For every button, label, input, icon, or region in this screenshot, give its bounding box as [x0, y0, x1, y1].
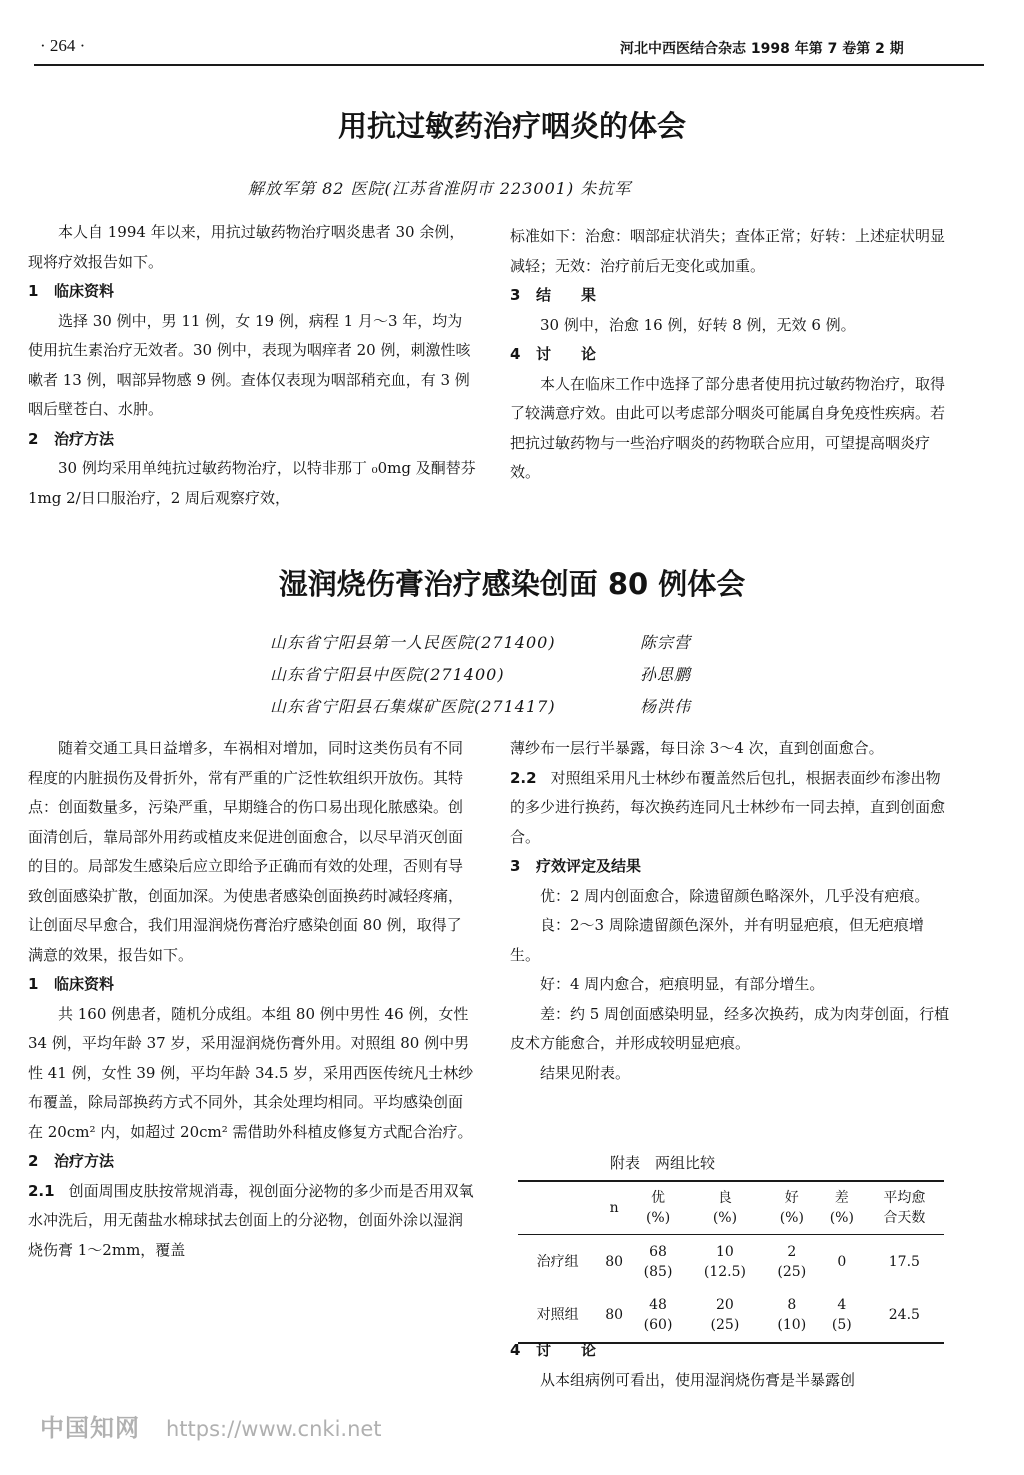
- subsection-paragraph: [28, 1177, 476, 1266]
- article2-left-column: [28, 734, 476, 1265]
- discussion-heading: [510, 1336, 950, 1366]
- cell-line: (85): [643, 1263, 673, 1280]
- paragraph: 本人在临床工作中选择了部分患者使用抗过敏药物治疗，取得了较满意疗效。由此可以考虑部分咽炎可能属自身免疫性疾病。若把抗过敏药物与一些治疗咽炎的药物联合应用，可望提高咽炎疗效。: [510, 374, 946, 481]
- cell-line: 4: [837, 1297, 847, 1313]
- table-cell: [597, 1289, 631, 1343]
- table-cell: [865, 1235, 944, 1289]
- section-number: 2: [28, 429, 39, 448]
- article1-left-column: [28, 218, 476, 513]
- section-heading: [28, 970, 476, 1000]
- header-line: 平均愈: [883, 1190, 926, 1206]
- article2-right-column: [510, 734, 950, 1088]
- cell-line: (25): [777, 1263, 807, 1280]
- section-number: 2: [28, 1152, 39, 1170]
- cnki-url: https://www.cnki.net: [166, 1417, 382, 1441]
- table-header-cell: [765, 1181, 819, 1235]
- cell-line: 17.5: [888, 1253, 920, 1270]
- section-heading: [510, 340, 950, 370]
- table-cell: [865, 1289, 944, 1343]
- paragraph: 标准如下：治愈：咽部症状消失；查体正常；好转：上述症状明显减轻；无效：治疗前后无变化或加重。: [510, 227, 946, 275]
- article1-title: 用抗过敏药治疗咽炎的体会: [337, 109, 686, 143]
- cell-line: 80: [605, 1253, 624, 1270]
- paragraph: 差：约 5 周创面感染明显，经多次换药，成为肉芽创面，行植皮术方能愈合，并形成较明显疤痕。: [510, 1004, 950, 1052]
- cell-line: 20: [716, 1297, 734, 1313]
- table-cell: [631, 1235, 685, 1289]
- paragraph: 薄纱布一层行半暴露，每日涂 3～4 次，直到创面愈合。: [510, 739, 884, 757]
- paragraph: 优：2 周内创面愈合，除遗留颜色略深外，几乎没有疤痕。: [540, 886, 930, 905]
- cell-line: (10): [777, 1317, 807, 1333]
- section-number: 4: [510, 345, 521, 363]
- table-row: [518, 1235, 944, 1289]
- section-title: 讨 论: [536, 1341, 597, 1359]
- cnki-logo: 中国知网: [40, 1414, 140, 1442]
- section-title: 结 果: [536, 286, 597, 304]
- table-cell: [819, 1235, 865, 1289]
- section-number: 4: [510, 1341, 521, 1359]
- author-name: 杨洪伟: [640, 697, 692, 716]
- comparison-table: [518, 1180, 944, 1344]
- paragraph: 共 160 例患者，随机分成组。本组 80 例中男性 46 例，女性 34 例，平均年龄 37 岁，采用湿润烧伤膏外用。对照组 80 例中男性 41 例，女性 39 例，平均年龄 34.5 岁，采用西医传统凡士林纱布覆盖，除局部换药方式不同外，其余处理均相同。平均感染创面在 20cm² 内，如超过 20cm² 需借助外科植皮修复方式配合治疗。: [28, 1004, 474, 1141]
- author-affiliation: 山东省宁阳县第一人民医院(271400): [270, 633, 556, 652]
- table-cell: [765, 1289, 819, 1343]
- journal-header: 河北中西医结合杂志 1998 年第 7 卷第 2 期: [620, 41, 904, 57]
- table-caption: 附表 两组比较: [610, 1154, 716, 1172]
- section-number: 1: [28, 975, 39, 993]
- cell-line: 68: [649, 1243, 667, 1260]
- section-title: 临床资料: [54, 282, 115, 300]
- table-cell: [819, 1289, 865, 1343]
- cell-line: 对照组: [536, 1307, 579, 1323]
- paragraph-text: 创面周围皮肤按常规消毒，视创面分泌物的多少而是否用双氧水冲洗后，用无菌盐水棉球拭去创面上的分泌物，创面外涂以湿润烧伤膏 1～2mm，覆盖: [28, 1181, 474, 1259]
- author-name: 陈宗营: [640, 633, 692, 652]
- table-body: [518, 1235, 944, 1343]
- cnki-watermark: [40, 1408, 382, 1443]
- table-row: [518, 1289, 944, 1343]
- paragraph: 好：4 周内愈合，疤痕明显，有部分增生。: [540, 975, 825, 993]
- header-line: (%): [779, 1210, 804, 1226]
- section-heading: [28, 425, 476, 455]
- header-line: (%): [829, 1210, 854, 1226]
- section-number: 3: [510, 286, 521, 304]
- article2-title: 湿润烧伤膏治疗感染创面 80 例体会: [278, 567, 746, 601]
- header-line: (%): [712, 1210, 738, 1226]
- table-cell: [597, 1235, 631, 1289]
- subsection-number: 2.1: [28, 1181, 55, 1200]
- cell-line: 80: [605, 1307, 624, 1323]
- section-title: 治疗方法: [54, 429, 115, 448]
- discussion-paragraph: 从本组病例可看出，使用湿润烧伤膏是半暴露创: [540, 1371, 856, 1389]
- header-line: 合天数: [883, 1210, 926, 1226]
- article1-right-column: [510, 222, 950, 488]
- paragraph: 随着交通工具日益增多，车祸相对增加，同时这类伤员有不同程度的内脏损伤及骨折外，常有严重的广泛性软组织开放伤。其特点：创面数量多，污染严重，早期缝合的伤口易出现化脓感染。创面清创后，靠局部外用药或植皮来促进创面愈合，以尽早消灭创面的目的。局部发生感染后应立即给予正确而有效的处理，否则有导致创面感染扩散，创面加深。为使患者感染创面换药时减轻疼痛，让创面尽早愈合，我们用湿润烧伤膏治疗感染创面 80 例，取得了满意的效果，报告如下。: [28, 739, 464, 964]
- table-cell: [685, 1235, 764, 1289]
- cell-line: 48: [649, 1297, 667, 1313]
- page-number: · 264 ·: [40, 36, 86, 55]
- cell-line: (60): [643, 1317, 673, 1333]
- table-header-cell: [631, 1181, 685, 1235]
- subsection-number: 2.2: [510, 768, 537, 787]
- header-line: 好: [784, 1190, 799, 1206]
- section-heading: [510, 852, 950, 882]
- table-cell: [631, 1289, 685, 1343]
- paragraph: 30 例中，治愈 16 例，好转 8 例，无效 6 例。: [540, 315, 856, 334]
- cell-line: (5): [831, 1317, 852, 1333]
- header-line: 优: [651, 1190, 666, 1206]
- table-header-row: [518, 1181, 944, 1235]
- header-rule: [34, 64, 984, 66]
- section-title: 讨 论: [536, 345, 597, 363]
- section-heading: [510, 281, 950, 311]
- section-heading: [28, 277, 476, 307]
- paragraph: 本人自 1994 年以来，用抗过敏药物治疗咽炎患者 30 余例，现将疗效报告如下。: [28, 223, 465, 271]
- section-number: 1: [28, 282, 39, 300]
- header-line: 良: [717, 1190, 732, 1206]
- cell-line: (25): [710, 1317, 740, 1333]
- section-title: 临床资料: [54, 975, 115, 993]
- table-header-cell: [865, 1181, 944, 1235]
- table-cell: [518, 1289, 597, 1343]
- header-line: n: [609, 1200, 619, 1216]
- cell-line: 0: [837, 1253, 847, 1270]
- cell-line: (12.5): [703, 1263, 746, 1280]
- section-number: 3: [510, 857, 521, 875]
- table-header-cell: [518, 1181, 597, 1235]
- paragraph: 选择 30 例中，男 11 例，女 19 例，病程 1 月～3 年，均为使用抗生素治疗无效者。30 例中，表现为咽痒者 20 例，刺激性咳嗽者 13 例，咽部异物感 9 例。查体仅表现为咽部稍充血，有 3 例咽后壁苍白、水肿。: [28, 311, 471, 418]
- cell-line: 24.5: [888, 1307, 920, 1323]
- paragraph: 结果见附表。: [540, 1063, 631, 1082]
- cell-line: 8: [787, 1297, 797, 1313]
- subsection-paragraph: [510, 764, 950, 853]
- cell-line: 10: [716, 1243, 734, 1260]
- paragraph-text: 对照组采用凡士林纱布覆盖然后包扎，根据表面纱布渗出物的多少进行换药，每次换药连同凡士林纱布一同去掉，直到创面愈合。: [510, 768, 946, 846]
- header-line: (%): [645, 1210, 671, 1226]
- paragraph: 30 例均采用单纯抗过敏药物治疗，以特非那丁 ₀0mg 及酮替芬 1mg 2/日口服治疗，2 周后观察疗效，: [28, 459, 476, 507]
- table-header-cell: [685, 1181, 764, 1235]
- cell-line: 治疗组: [536, 1253, 579, 1270]
- section-title: 疗效评定及结果: [536, 857, 642, 875]
- table-cell: [518, 1235, 597, 1289]
- table-cell: [765, 1235, 819, 1289]
- author-name: 孙思鹏: [640, 665, 692, 684]
- table-cell: [685, 1289, 764, 1343]
- author-affiliation: 山东省宁阳县石集煤矿医院(271417): [270, 697, 556, 716]
- table-header-cell: [597, 1181, 631, 1235]
- section-heading: [28, 1147, 476, 1177]
- header-line: 差: [834, 1190, 849, 1206]
- author-affiliation: 山东省宁阳县中医院(271400): [270, 665, 505, 684]
- article1-affiliation: 解放军第 82 医院(江苏省淮阴市 223001) 朱抗军: [248, 179, 632, 198]
- paragraph: 良：2～3 周除遗留颜色深外，并有明显疤痕，但无疤痕增生。: [510, 916, 924, 964]
- table-header-cell: [819, 1181, 865, 1235]
- cell-line: 2: [787, 1243, 797, 1260]
- section-title: 治疗方法: [54, 1152, 115, 1170]
